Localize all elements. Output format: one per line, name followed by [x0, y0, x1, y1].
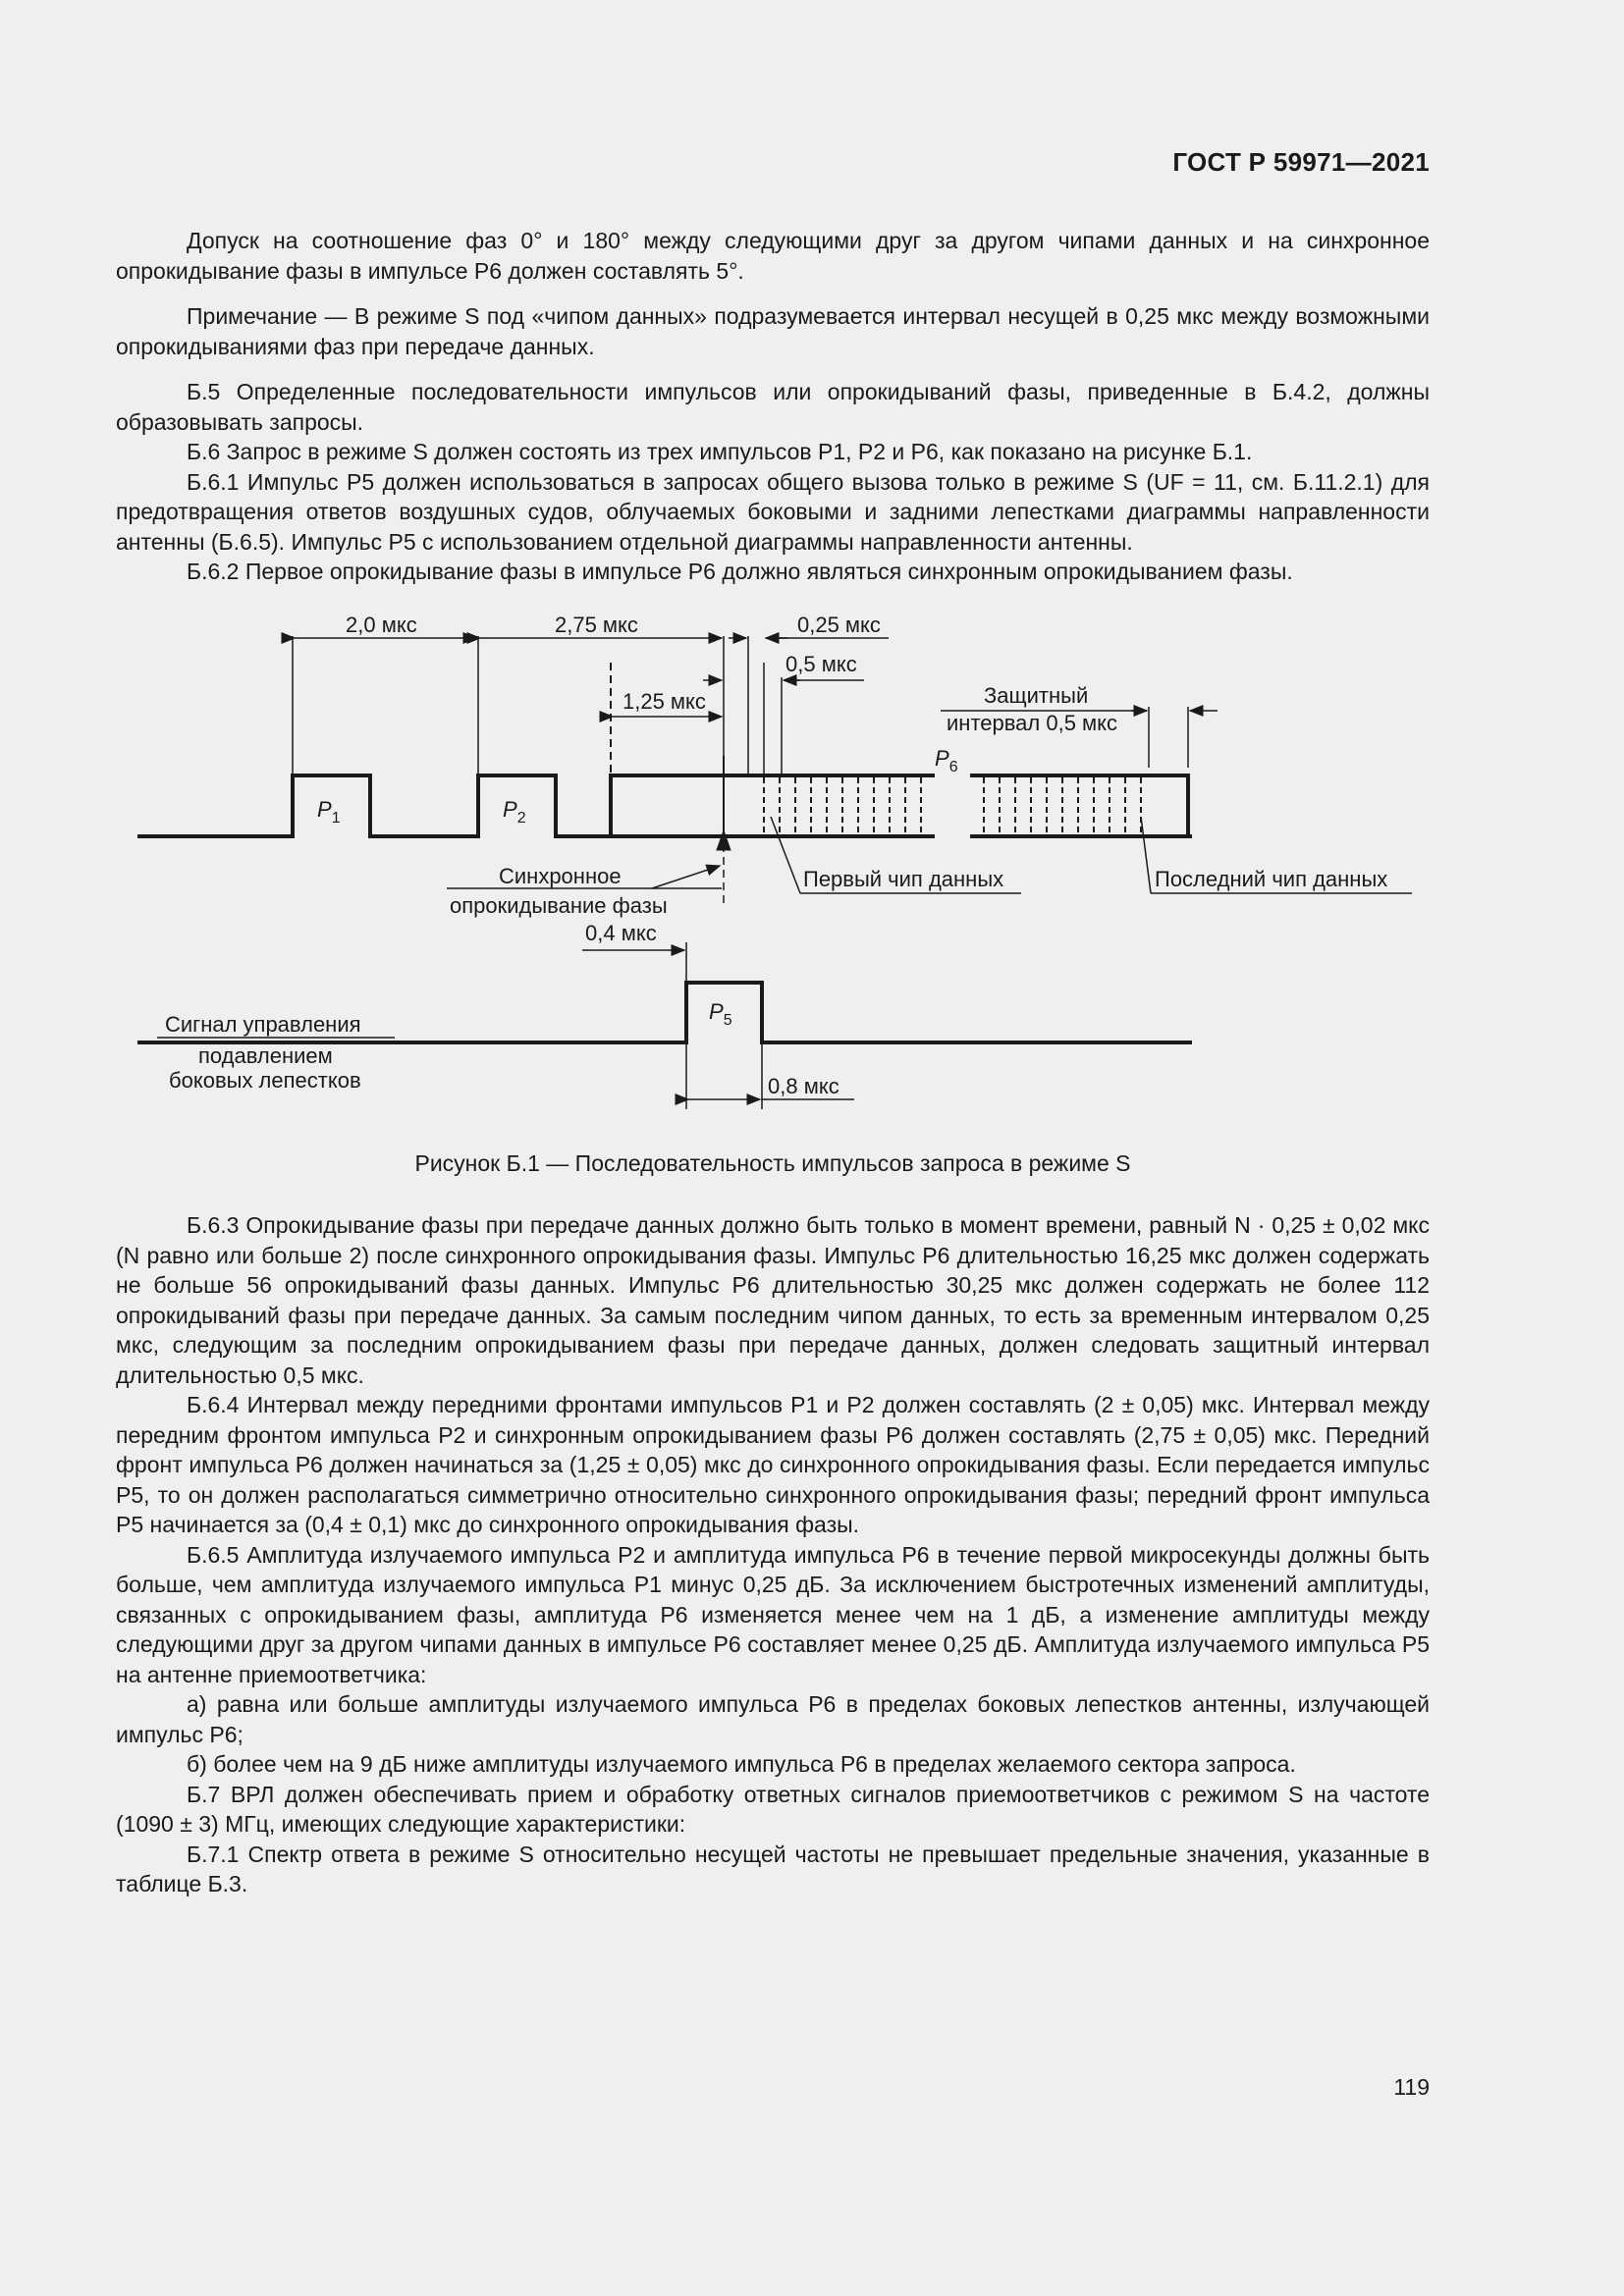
text-block-top: [116, 226, 1430, 587]
text-block-bottom: [116, 1210, 1430, 1899]
data-chip-lines: [764, 777, 1141, 836]
paragraph-tolerance: Допуск на соотношение фаз 0° и 180° между следующими друг за другом чипами данных и на синхронное опрокидывание фазы в импульсе P6 должен составлять 5°.: [116, 228, 1430, 284]
page-number: 119: [1393, 2074, 1430, 2100]
label-p6: $P_6$: [935, 746, 958, 775]
label-0-5-us: 0,5 мкс: [785, 652, 857, 676]
label-2-75-us: 2,75 мкс: [555, 613, 638, 637]
paragraph-b6-5-b: б) более чем на 9 дБ ниже амплитуды излучаемого импульса P6 в пределах желаемого сектора запроса.: [187, 1751, 1296, 1777]
pulse-sequence-figure: [0, 609, 1624, 1119]
label-0-4-us: 0,4 мкс: [585, 921, 657, 945]
label-0-25-us: 0,25 мкс: [797, 613, 881, 637]
label-sls-3: боковых лепестков: [169, 1068, 361, 1093]
paragraph-b6-4: Б.6.4 Интервал между передними фронтами импульсов P1 и P2 должен составлять (2 ± 0,05) мкс. Интервал между передним фронтом импульса P2 и синхронным опрокидыванием фазы P6 должен составлять (2,75 ± 0,05) мкс. Передний фронт импульса P6 должен начинаться за (1,25 ± 0,05) мкс до синхронного опрокидывания фазы. Если передается импульс P5, то он должен располагаться симметрично относительно синхронного опрокидывания фазы; передний фронт импульса P5 начинается за (0,4 ± 0,1) мкс до синхронного опрокидывания фазы.: [116, 1392, 1430, 1537]
label-sync-1: Синхронное: [499, 864, 622, 888]
paragraph-b6-2: Б.6.2 Первое опрокидывание фазы в импульсе P6 должно являться синхронным опрокидыванием фазы.: [187, 559, 1293, 584]
label-sync-2: опрокидывание фазы: [450, 893, 668, 918]
p6-pulse-end: [970, 775, 1192, 836]
paragraph-b5: Б.5 Определенные последовательности импульсов или опрокидываний фазы, приведенные в Б.4.2, должны образовывать запросы.: [116, 379, 1430, 435]
paragraph-b6-5-a: а) равна или больше амплитуды излучаемого импульса P6 в пределах боковых лепестков антенны, излучающей импульс P6;: [116, 1691, 1430, 1747]
paragraph-b6: Б.6 Запрос в режиме S должен состоять из трех импульсов P1, P2 и P6, как показано на рисунке Б.1.: [187, 439, 1253, 464]
label-sls-1: Сигнал управления: [165, 1012, 361, 1037]
figure-caption: Рисунок Б.1 — Последовательность импульсов запроса в режиме S: [414, 1150, 1131, 1176]
label-1-25-us: 1,25 мкс: [623, 689, 706, 714]
paragraph-b6-5: Б.6.5 Амплитуда излучаемого импульса P2 и амплитуда импульса P6 в течение первой микросекунды должны быть больше, чем амплитуда излучаемого импульса P1 минус 0,25 дБ. За исключением быстротечных изменений амплитуды, связанных с опрокидыванием фазы, амплитуда P6 изменяется менее чем на 1 дБ, а изменение амплитуды между следующими друг за другом чипами данных в импульсе P6 составляет менее 0,25 дБ. Амплитуда излучаемого импульса P5 на антенне приемоответчика:: [116, 1541, 1430, 1687]
p1-p2-waveform: [137, 775, 611, 836]
p6-pulse-start: [611, 775, 935, 836]
label-first-chip: Первый чип данных: [803, 867, 1004, 891]
label-sls-2: подавлением: [198, 1043, 333, 1068]
label-0-8-us: 0,8 мкс: [768, 1074, 839, 1098]
label-p5: $P_5$: [709, 999, 732, 1029]
paragraph-b6-1: Б.6.1 Импульс P5 должен использоваться в запросах общего вызова только в режиме S (UF = 11, см. Б.11.2.1) для предотвращения ответов воздушных судов, облучаемых боковыми и задними лепестками диаграммы направленности антенны (Б.6.5). Импульс P5 с использованием отдельной диаграммы направленности антенны.: [116, 468, 1430, 555]
label-p2: $P_2$: [503, 797, 526, 827]
paragraph-note: Примечание — В режиме S под «чипом данных» подразумевается интервал несущей в 0,25 мкс между возможными опрокидываниями фаз при передаче данных.: [116, 303, 1430, 359]
label-2-0-us: 2,0 мкс: [346, 613, 417, 637]
paragraph-b7-1: Б.7.1 Спектр ответа в режиме S относительно несущей частоты не превышает предельные значения, указанные в таблице Б.3.: [116, 1841, 1430, 1896]
label-last-chip: Последний чип данных: [1155, 867, 1388, 891]
label-guard-2: интервал 0,5 мкс: [947, 711, 1118, 735]
document-header: ГОСТ Р 59971—2021: [1172, 147, 1430, 177]
paragraph-b7: Б.7 ВРЛ должен обеспечивать прием и обработку ответных сигналов приемоответчиков с режимом S на частоте (1090 ± 3) МГц, имеющих следующие характеристики:: [116, 1781, 1430, 1837]
label-guard-1: Защитный: [984, 683, 1089, 708]
paragraph-b6-3: Б.6.3 Опрокидывание фазы при передаче данных должно быть только в момент времени, равный N · 0,25 ± 0,02 мкс (N равно или больше 2) после синхронного опрокидывания фазы. Импульс P6 длительностью 16,25 мкс должен содержать не больше 56 опрокидываний фазы данных. Импульс P6 длительностью 30,25 мкс должен содержать не более 112 опрокидываний фазы при передаче данных. За самым последним чипом данных, то есть за временным интервалом 0,25 мкс, следующим за последним опрокидыванием фазы при передаче данных, должен следовать защитный интервал длительностью 0,5 мкс.: [116, 1212, 1430, 1388]
label-p1: $P_1$: [317, 797, 341, 827]
